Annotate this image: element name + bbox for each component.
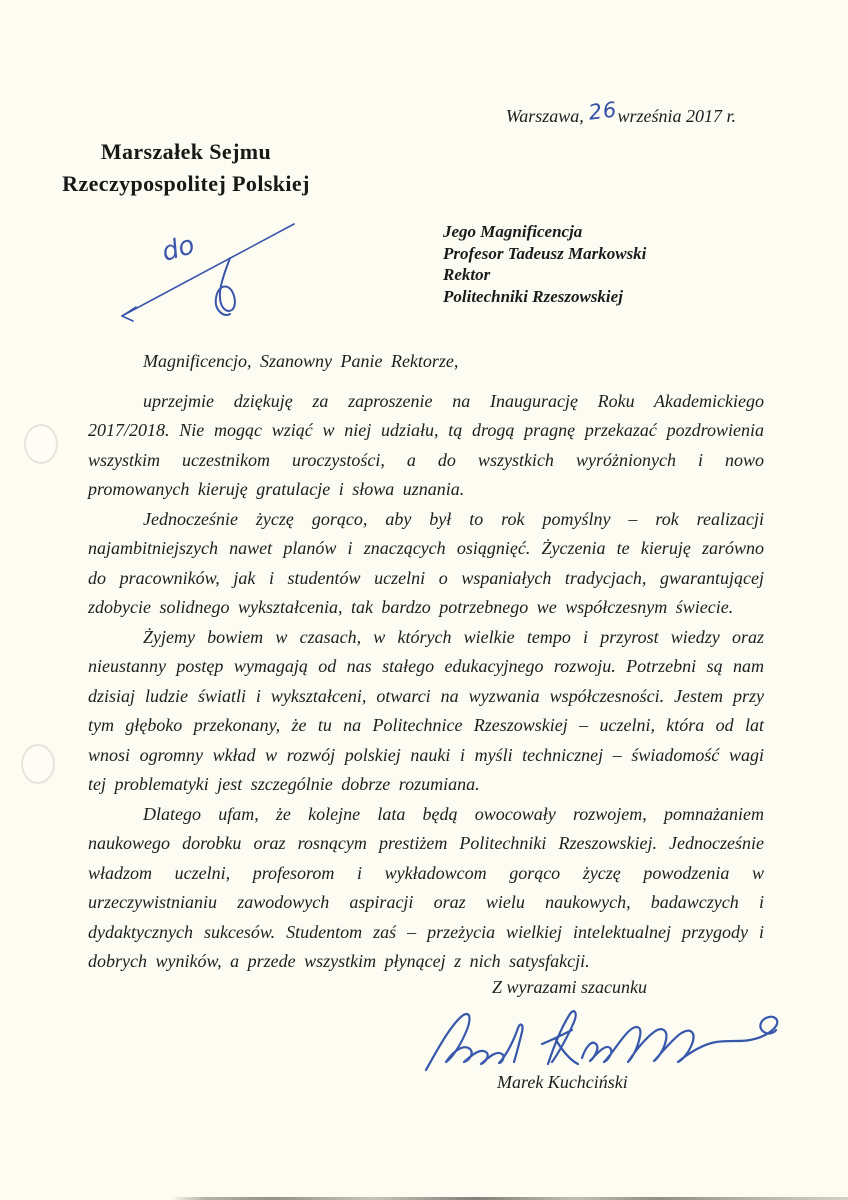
letterhead-line2: Rzeczypospolitej Polskiej bbox=[62, 171, 310, 196]
recipient-title: Rektor bbox=[443, 265, 491, 284]
handwritten-day: 26 bbox=[586, 97, 619, 125]
date-rest: września 2017 r. bbox=[617, 106, 736, 126]
paraph-squiggle bbox=[216, 258, 235, 315]
recipient-block bbox=[443, 221, 646, 307]
signature-stroke-1 bbox=[426, 1014, 523, 1070]
recipient-honorific: Jego Magnificencja bbox=[443, 222, 583, 241]
arrow-head bbox=[122, 307, 136, 321]
letterhead-line1: Marszałek Sejmu bbox=[100, 139, 272, 164]
paragraph-4: Dlatego ufam, że kolejne lata będą owocowały rozwojem, pomnażaniem naukowego dorobku oraz rosnącym prestiżem Politechniki Rzeszowskiej. Jednocześnie władzom uczelni, profesorom i wykładowcom gorąco życzę powodzenia w urzeczywistnianiu zawodowych aspiracji oraz wielu naukowych, badawczych i dydaktycznych sukcesów. Studentom zaś – przeżycia wielkiej intelektualnej przygody i dobrych wyników, a przede wszystkim płynącej z nich satysfakcji. bbox=[88, 803, 764, 971]
handwritten-arrow bbox=[108, 216, 298, 331]
closing-phrase: Z wyrazami szacunku bbox=[492, 977, 648, 997]
signature-handwriting bbox=[420, 1000, 790, 1075]
recipient-institution: Politechniki Rzeszowskiej bbox=[443, 286, 623, 306]
paragraph-2: Jednocześnie życzę gorąco, aby był to rok pomyślny – rok realizacji najambitniejszych nawet planów i znaczących osiągnięć. Życzenia te kieruję zarówno do pracowników, jak i studentów uczelni o wspaniałych tradycjach, gwarantującej zdobycie solidnego wykształcenia, tak bardzo potrzebnego we współczesnym świecie. bbox=[88, 508, 764, 617]
letterhead bbox=[62, 136, 310, 200]
signature-stroke-2 bbox=[542, 1011, 578, 1064]
arrow-line bbox=[122, 224, 294, 316]
paragraph-1: uprzejmie dziękuję za zaproszenie na Inaugurację Roku Akademickiego 2017/2018. Nie mogąc wziąć w niej udziału, tą drogą pragnę przekazać pozdrowienia wszystkim uczestnikom uroczystości, a do wszystkich wyróżnionych i nowo promowanych kieruję gratulacje i słowa uznania. bbox=[88, 390, 764, 499]
hole-punch-mark-top bbox=[24, 424, 58, 464]
recipient-name: Profesor Tadeusz Markowski bbox=[443, 243, 647, 263]
hole-punch-mark-bottom bbox=[21, 744, 55, 784]
signature-stroke-3 bbox=[582, 1017, 777, 1062]
salutation: Magnificencjo, Szanowny Panie Rektorze, bbox=[143, 351, 459, 371]
signatory-name: Marek Kuchciński bbox=[497, 1072, 628, 1092]
paragraph-3: Żyjemy bowiem w czasach, w których wielkie tempo i przyrost wiedzy oraz nieustanny postęp wymagają od nas stałego edukacyjnego rozwoju. Potrzebni są nam dzisiaj ludzie światli i wykształceni, otwarci na wyzwania współczesności. Jestem przy tym głęboko przekonany, że tu na Politechnice Rzeszowskiej – uczelni, która od lat wnosi ogromny wkład w rozwój polskiej nauki i myśli technicznej – świadomość wagi tej problematyki jest szczególnie dobrze rozumiana. bbox=[88, 626, 764, 794]
letter-body bbox=[88, 347, 764, 977]
date-city: Warszawa, bbox=[505, 106, 584, 126]
handwritten-note: do bbox=[158, 230, 198, 268]
date-line bbox=[505, 97, 736, 127]
